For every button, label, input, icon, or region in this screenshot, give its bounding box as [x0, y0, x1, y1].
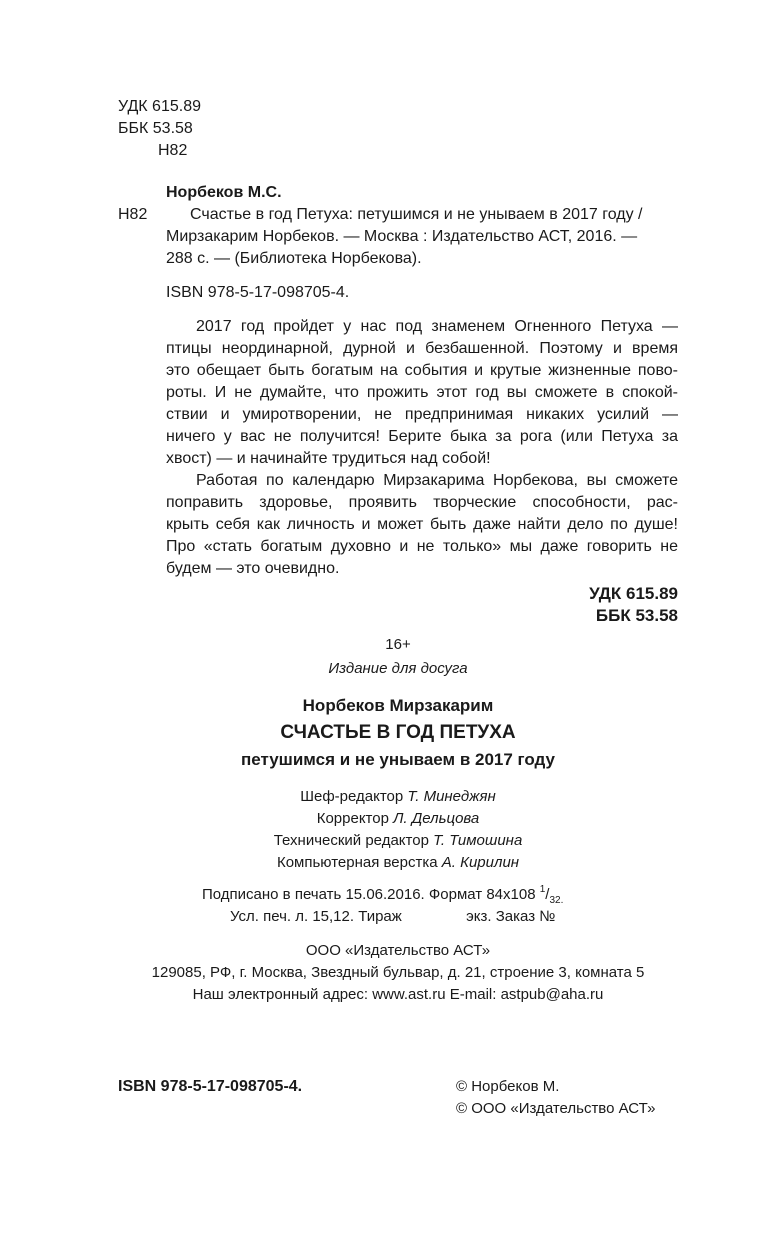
format-fraction-denominator: 32	[549, 895, 561, 906]
print-circulation-line	[230, 908, 555, 925]
annotation-line: хвост) — и начинайте трудиться над собой!	[166, 450, 491, 467]
author-heading: Норбеков М.С.	[166, 184, 282, 201]
credit-person: Т. Тимошина	[433, 832, 523, 849]
format-fraction-slash: /	[545, 886, 550, 903]
bib-title-line-2: Мирзакарим Норбеков. — Москва : Издательство АСТ, 2016. —	[166, 228, 638, 245]
credit-role: Корректор	[316, 810, 389, 827]
annotation-line: Работая по календарю Мирзакарима Норбекова, вы сможете	[196, 472, 678, 489]
publisher-name: ООО «Издательство АСТ»	[305, 942, 491, 959]
credit-line	[0, 854, 768, 871]
footer-isbn: ISBN 978-5-17-098705-4.	[118, 1078, 303, 1095]
age-rating: 16+	[385, 636, 411, 653]
author-sign: Н82	[158, 142, 188, 159]
publisher-address: 129085, РФ, г. Москва, Звездный бульвар, д. 21, строение 3, комната 5	[151, 964, 645, 981]
print-circulation: Усл. печ. л. 15,12. Тираж	[230, 908, 402, 925]
credit-role: Компьютерная верстка	[276, 854, 438, 871]
bib-title-line-1: Счастье в год Петуха: петушимся и не унываем в 2017 году /	[190, 206, 643, 223]
copyright-author: © Норбеков М.	[456, 1078, 560, 1095]
credit-role: Шеф-редактор	[300, 788, 404, 805]
credit-person: А. Кирилин	[441, 854, 520, 871]
annotation-line: Про «стать богатым духовно и не только» мы даже говорить не	[166, 538, 678, 555]
annotation-line: роты. И не думайте, что прожить этот год вы сможете в спокой-	[166, 384, 678, 401]
credit-person: Л. Дельцова	[393, 810, 480, 827]
annotation-line: это обещает быть богатым на события и крутые жизненные пово-	[166, 362, 678, 379]
annotation-line: будем — это очевидно.	[166, 560, 340, 577]
annotation-line: поправить здоровье, проявить творческие способности, рас-	[166, 494, 678, 511]
bbk-code: ББК 53.58	[118, 120, 193, 137]
print-signed-line	[202, 884, 564, 906]
annotation-udk: УДК 615.89	[589, 584, 678, 603]
credit-line	[0, 788, 768, 805]
annotation-line: 2017 год пройдет у нас под знаменем Огненного Петуха —	[196, 318, 678, 335]
annotation-line: птицы неординарной, дурной и безбашенной. Поэтому и время	[166, 340, 678, 357]
credit-role: Технический редактор	[273, 832, 429, 849]
print-order: экз. Заказ №	[466, 908, 556, 925]
book-subtitle: петушимся и не унываем в 2017 году	[240, 750, 556, 769]
annotation-line: крыть себя как личность и может быть даже найти дело по душе!	[166, 516, 678, 533]
annotation-line: ствии и умиротворении, не предпринимая никаких усилий —	[166, 406, 678, 423]
bib-sign: Н82	[118, 206, 148, 223]
annotation-bbk: ББК 53.58	[595, 606, 678, 625]
bib-isbn: ISBN 978-5-17-098705-4.	[166, 284, 350, 301]
bib-title-line-3: 288 с. — (Библиотека Норбекова).	[166, 250, 422, 267]
book-title: СЧАСТЬЕ В ГОД ПЕТУХА	[280, 722, 516, 743]
annotation-line: ничего у вас не получится! Берите быка за рога (или Петуха за	[166, 428, 678, 445]
copyright-publisher: © ООО «Издательство АСТ»	[456, 1100, 656, 1117]
credit-person: Т. Минеджян	[407, 788, 496, 805]
book-author: Норбеков Мирзакарим	[302, 696, 494, 715]
credit-line	[0, 810, 768, 827]
edition-type: Издание для досуга	[328, 660, 468, 677]
format-fraction-numerator: 1	[539, 884, 546, 895]
format-fraction-end: .	[560, 895, 564, 906]
publisher-contacts: Наш электронный адрес: www.ast.ru E-mail: astpub@aha.ru	[192, 986, 604, 1003]
udk-code: УДК 615.89	[118, 98, 201, 115]
print-signed-text: Подписано в печать 15.06.2016. Формат 84х108	[202, 886, 536, 903]
credit-line	[0, 832, 768, 849]
